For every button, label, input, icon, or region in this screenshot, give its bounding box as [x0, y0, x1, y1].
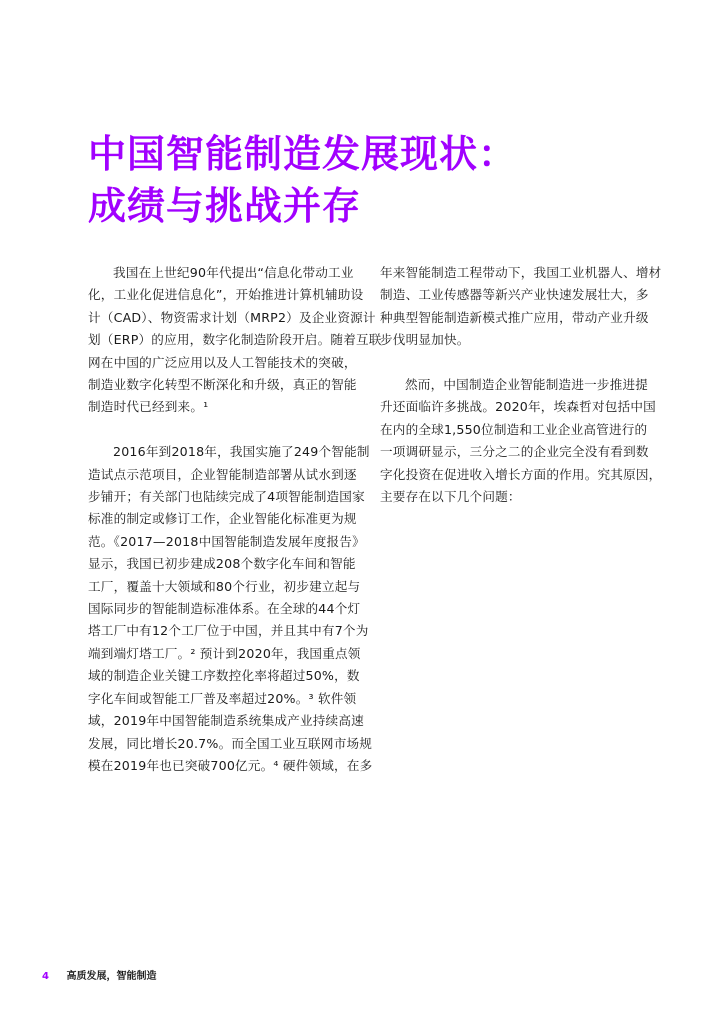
page-footer [42, 967, 156, 982]
text-line: 显示，我国已初步建成208个数字化车间和智能 [88, 556, 356, 572]
text-line: 升还面临许多挑战。2020年，埃森哲对包括中国 [380, 399, 656, 415]
text-line: 标准的制定或修订工作，企业智能化标准更为规 [88, 511, 357, 527]
text-line: 划（ERP）的应用，数字化制造阶段开启。随着互联 [88, 332, 382, 348]
text-line: 一项调研显示，三分之二的企业完全没有看到数 [380, 444, 649, 460]
text-line: 我国在上世纪90年代提出“信息化带动工业 [113, 265, 354, 280]
text-line: 然而，中国制造企业智能制造进一步推进提 [405, 377, 649, 393]
text-line: 步伐明显加快。 [380, 332, 470, 348]
text-line: 字化车间或智能工厂普及率超过20%。³ 软件领 [88, 690, 357, 706]
text-line: 工厂，覆盖十大领域和80个行业，初步建立起与 [88, 578, 361, 594]
text-line: 在内的全球1,550位制造和工业企业高管进行的 [380, 421, 648, 437]
text-line: 制造时代已经到来。¹ [88, 399, 209, 415]
text-line: 2016年到2018年，我国实施了249个智能制 [113, 444, 370, 460]
left-column [88, 262, 382, 800]
text-line: 域的制造企业关键工序数控化率将超过50%，数 [88, 668, 360, 684]
text-line: 化，工业化促进信息化”，开始推进计算机辅助设 [88, 287, 364, 303]
title-line: 中国智能制造发展现状： [88, 132, 518, 176]
text-line: 网在中国的广泛应用以及人工智能技术的突破， [88, 354, 357, 370]
text-line: 域，2019年中国智能制造系统集成产业持续高速 [88, 713, 364, 729]
text-line: 字化投资在促进收入增长方面的作用。究其原因， [380, 466, 662, 482]
text-line: 发展，同比增长20.7%。而全国工业互联网市场规 [88, 735, 373, 751]
title-line: 成绩与挑战并存 [88, 184, 362, 228]
text-line: 种典型智能制造新模式推广应用，带动产业升级 [380, 309, 649, 325]
text-line: 端到端灯塔工厂。² 预计到2020年，我国重点领 [88, 645, 361, 661]
text-line: 年来智能制造工程带动下，我国工业机器人、增材 [380, 265, 662, 280]
text-line: 造试点示范项目，企业智能制造部署从试水到逐 [88, 466, 357, 482]
text-line: 主要存在以下几个问题： [380, 489, 521, 505]
text-line: 范。《2017—2018中国智能制造发展年度报告》 [88, 533, 365, 549]
text-line: 塔工厂中有12个工厂位于中国，并且其中有7个为 [88, 623, 369, 639]
footer-title: 高质发展，智能制造 [66, 971, 157, 982]
text-line: 制造、工业传感器等新兴产业快速发展壮大，多 [380, 287, 649, 303]
page-number: 4 [42, 971, 49, 982]
text-line: 模在2019年也已突破700亿元。⁴ 硬件领域，在多 [88, 757, 373, 773]
paragraph [88, 262, 382, 419]
paragraph [88, 441, 373, 777]
text-line: 国际同步的智能制造标准体系。在全球的44个灯 [88, 601, 361, 617]
text-line: 制造业数字化转型不断深化和升级，真正的智能 [88, 377, 357, 393]
right-column [380, 262, 662, 531]
text-line: 计（CAD）、物资需求计划（MRP2）及企业资源计 [88, 309, 376, 325]
text-line: 步铺开；有关部门也陆续完成了4项智能制造国家 [88, 489, 365, 505]
paragraph [380, 262, 662, 352]
paragraph [380, 374, 662, 508]
page-title [88, 128, 688, 232]
